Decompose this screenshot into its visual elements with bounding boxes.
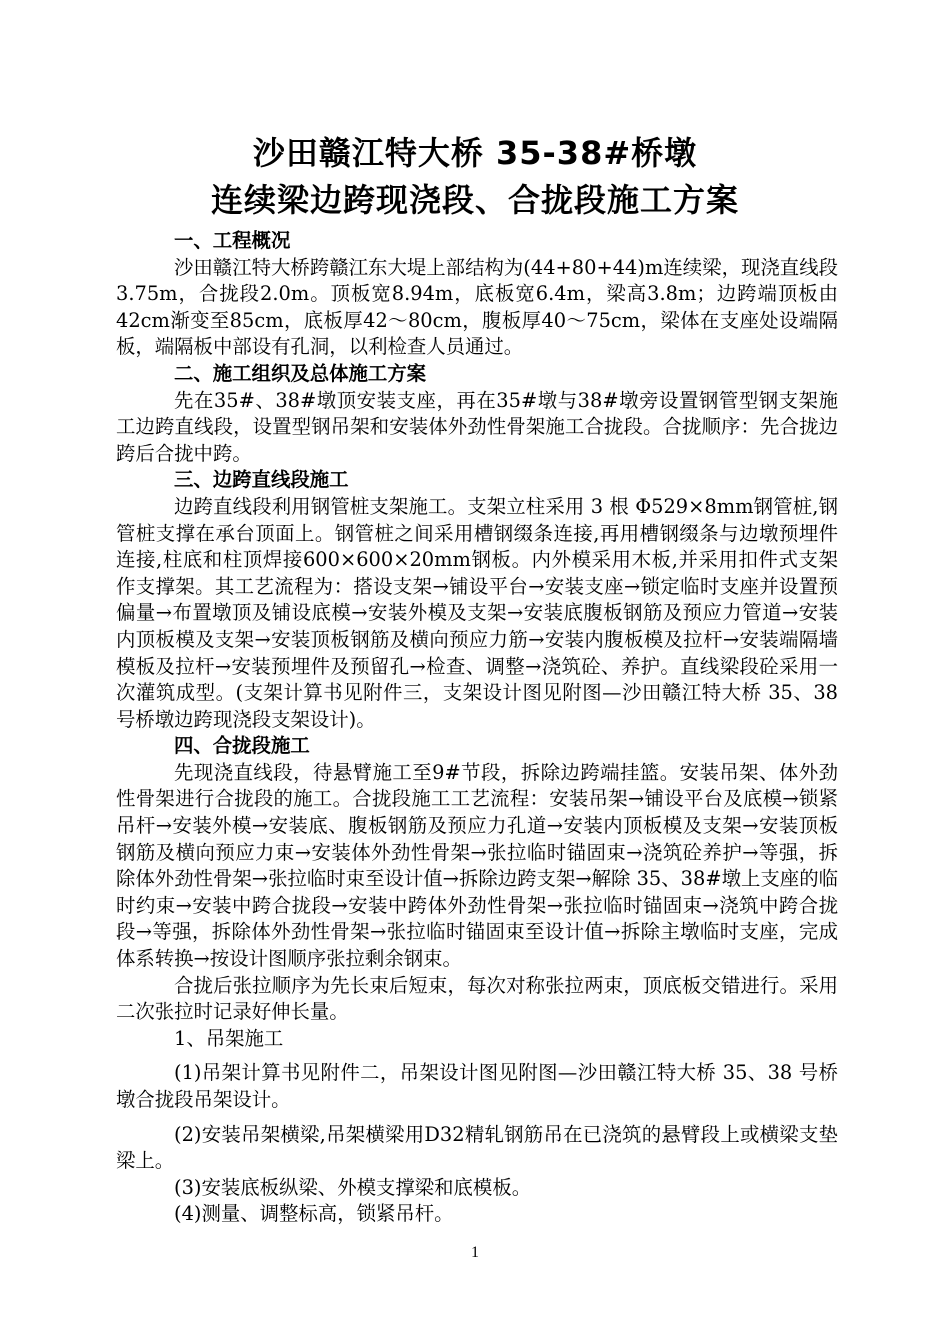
section-text-side-span: 边跨直线段利用钢管桩支架施工。支架立柱采用 3 根 Φ529×8mm钢管桩,钢管桩支撑在承台顶面上。钢管桩之间采用槽钢缀条连接,再用槽钢缀条与边墩预埋件连接,柱底和柱顶焊接600×600×20mm钢板。内外模采用木板,并采用扣件式支架作支撑架。其工艺流程为：搭设支架→铺设平台→安装支座→锁定临时支座并设置预偏量→布置墩顶及铺设底模→安装外模及支架→安装底腹板钢筋及预应力管道→安装内顶板模及支架→安装顶板钢筋及横向预应力筋→安装内腹板模及拉杆→安装端隔墙模板及拉杆→安装预埋件及预留孔→检查、调整→浇筑砼、养护。直线梁段砼采用一次灌筑成型。(支架计算书见附件三，支架设计图见附图—沙田赣江特大桥 35、38 号桥墩边跨现浇段支架设计)。	[116, 494, 838, 731]
document-body	[116, 228, 838, 1228]
document-title-line-1: 沙田赣江特大桥 35-38#桥墩	[252, 134, 698, 172]
list-item-hanger-4: (4)测量、调整标高，锁紧吊杆。	[174, 1202, 454, 1226]
section-text-closure-1: 先现浇直线段，待悬臂施工至9#节段，拆除边跨端挂篮。安装吊架、体外劲性骨架进行合拢段的施工。合拢段施工工艺流程：安装吊架→铺设平台及底模→锁紧吊杆→安装外模→安装底、腹板钢筋及预应力孔道→安装内顶板模及支架→安装顶板钢筋及横向预应力束→安装体外劲性骨架→张拉临时锚固束→浇筑砼养护→等强，拆除体外劲性骨架→张拉临时束至设计值→拆除边跨支架→解除 35、38#墩上支座的临时约束→安装中跨合拢段→安装中跨体外劲性骨架→张拉临时锚固束→浇筑中跨合拢段→等强，拆除体外劲性骨架→张拉临时锚固束至设计值→拆除主墩临时支座，完成体系转换→按设计图顺序张拉剩余钢束。	[116, 760, 838, 971]
list-item-hanger-2: (2)安装吊架横梁,吊架横梁用D32精轧钢筋吊在已浇筑的悬臂段上或横梁支垫梁上。	[116, 1122, 838, 1173]
section-text-overview: 沙田赣江特大桥跨赣江东大堤上部结构为(44+80+44)m连续梁，现浇直线段3.75m，合拢段2.0m。顶板宽8.94m，底板宽6.4m，梁高3.8m；边跨端顶板由42cm渐变至85cm，底板厚42～80cm，腹板厚40～75cm，梁体在支座处设端隔板，端隔板中部设有孔洞，以利检查人员通过。	[116, 255, 838, 359]
subsection-heading-hanger: 1、吊架施工	[174, 1026, 284, 1050]
document-title-line-2: 连续梁边跨现浇段、合拢段施工方案	[210, 181, 739, 219]
section-text-closure-2: 合拢后张拉顺序为先长束后短束，每次对称张拉两束，顶底板交错进行。采用二次张拉时记录好伸长量。	[116, 973, 838, 1024]
section-heading-closure: 四、合拢段施工	[174, 734, 310, 758]
list-item-hanger-3: (3)安装底板纵梁、外模支撑梁和底模板。	[174, 1175, 532, 1199]
section-text-organization: 先在35#、38#墩顶安装支座，再在35#墩与38#墩旁设置钢管型钢支架施工边跨直线段，设置型钢吊架和安装体外劲性骨架施工合拢段。合拢顺序：先合拢边跨后合拢中跨。	[116, 388, 838, 465]
page-number: 1	[471, 1244, 479, 1261]
section-heading-side-span: 三、边跨直线段施工	[174, 468, 349, 492]
section-heading-organization: 二、施工组织及总体施工方案	[174, 361, 427, 385]
section-heading-overview: 一、工程概况	[174, 229, 291, 252]
list-item-hanger-1: (1)吊架计算书见附件二，吊架设计图见附图—沙田赣江特大桥 35、38 号桥墩合拢段吊架设计。	[116, 1061, 838, 1111]
